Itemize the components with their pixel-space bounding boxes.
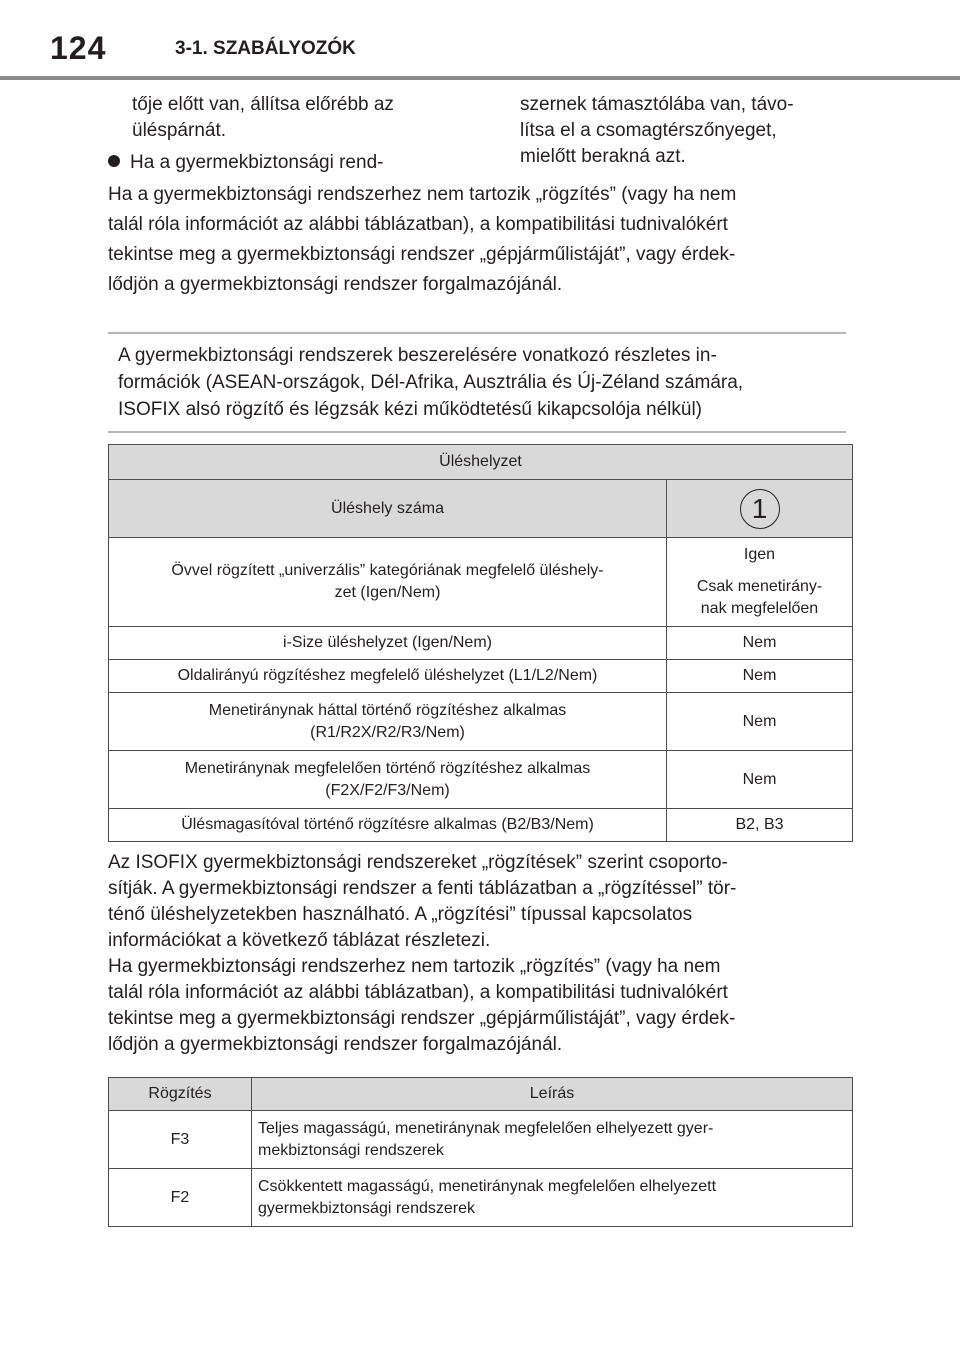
paragraph-line: tekintse meg a gyermekbiztonsági rendszer „gépjárműlistáját”, vagy érdek- [108,1008,736,1029]
row-label: Ülésmagasítóval történő rögzítésre alkalmas (B2/B3/Nem) [109,809,667,842]
paragraph-line: Ha gyermekbiztonsági rendszerhez nem tartozik „rögzítés” (vagy ha nem [108,956,721,977]
fixture-code: F3 [109,1111,252,1169]
paragraph-line: ténő üléshelyzetekben használható. A „rögzítési” típussal kapcsolatos [108,904,693,925]
paragraph-line: talál róla információt az alábbi táblázatban), a kompatibilitási tudnivalókért [108,214,728,235]
row-value: Igen Csak menetirány- nak megfelelően [667,538,853,627]
paragraph-line: lődjön a gyermekbiztonsági rendszer forgalmazójánál. [108,1034,563,1055]
row-value: Nem [667,627,853,660]
page-header [0,0,960,80]
paragraph-compatibility [108,180,848,300]
seat-number-label: Üléshely száma [109,480,667,538]
bullet-item [108,150,468,176]
intro-left-column [108,92,468,176]
paragraph-line: Ha a gyermekbiztonsági rendszerhez nem tartozik „rögzítés” (vagy ha nem [108,184,737,205]
paragraph-isofix [108,850,848,1058]
seat-position-table [108,444,853,842]
paragraph-line: sítják. A gyermekbiztonsági rendszer a fenti táblázatban a „rögzítéssel” tör- [108,878,737,899]
row-label: i-Size üléshelyzet (Igen/Nem) [109,627,667,660]
seat-number-circle: 1 [740,489,780,529]
intro-left-line: üléspárnát. [132,120,227,141]
section-title: 3-1. SZABÁLYOZÓK [175,38,356,59]
intro-right-line: mielőtt berakná azt. [520,146,686,167]
caption-line: formációk (ASEAN-országok, Dél-Afrika, Ausztrália és Új-Zéland számára, [118,372,744,393]
paragraph-line: információkat a következő táblázat részletezi. [108,930,491,951]
row-value: Nem [667,751,853,809]
fixture-table [108,1077,853,1227]
paragraph-line: tekintse meg a gyermekbiztonsági rendszer „gépjárműlistáját”, vagy érdek- [108,244,736,265]
seat-number-cell [667,480,853,538]
paragraph-line: lődjön a gyermekbiztonsági rendszer forgalmazójánál. [108,274,563,295]
fixture-description: Teljes magasságú, menetiránynak megfelelően elhelyezett gyer- mekbiztonsági rendszerek [252,1111,853,1169]
fixture-description: Csökkentett magasságú, menetiránynak megfelelően elhelyezett gyermekbiztonsági rendszerek [252,1169,853,1227]
header-divider [0,76,960,80]
intro-right-line: lítsa el a csomagtérszőnyeget, [520,120,777,141]
row-label: Övvel rögzített „univerzális” kategóriának megfelelő üléshely- zet (Igen/Nem) [109,538,667,627]
column-header: Rögzítés [109,1078,252,1111]
table-header-cell: Üléshelyzet [109,445,853,480]
intro-right-column [520,92,860,170]
row-label: Menetiránynak háttal történő rögzítéshez alkalmas (R1/R2X/R2/R3/Nem) [109,693,667,751]
row-label: Menetiránynak megfelelően történő rögzítéshez alkalmas (F2X/F2/F3/Nem) [109,751,667,809]
intro-left-line: tője előtt van, állítsa előrébb az [132,94,394,115]
bullet-icon [108,155,120,167]
paragraph-line: talál róla információt az alábbi táblázatban), a kompatibilitási tudnivalókért [108,982,728,1003]
caption-line: ISOFIX alsó rögzítő és légzsák kézi működtetésű kikapcsolója nélkül) [118,399,702,420]
intro-right-line: szernek támasztólába van, távo- [520,94,794,115]
row-label: Oldalirányú rögzítéshez megfelelő üléshelyzet (L1/L2/Nem) [109,660,667,693]
caption-line: A gyermekbiztonsági rendszerek beszerelésére vonatkozó részletes in- [118,345,717,366]
bullet-text: Ha a gyermekbiztonsági rend- [130,152,384,173]
row-value: Nem [667,693,853,751]
paragraph-line: Az ISOFIX gyermekbiztonsági rendszereket „rögzítések” szerint csoporto- [108,852,728,873]
fixture-code: F2 [109,1169,252,1227]
column-header: Leírás [252,1078,853,1111]
row-value: Nem [667,660,853,693]
row-value: B2, B3 [667,809,853,842]
page-number: 124 [50,30,107,66]
table-caption [108,332,846,433]
